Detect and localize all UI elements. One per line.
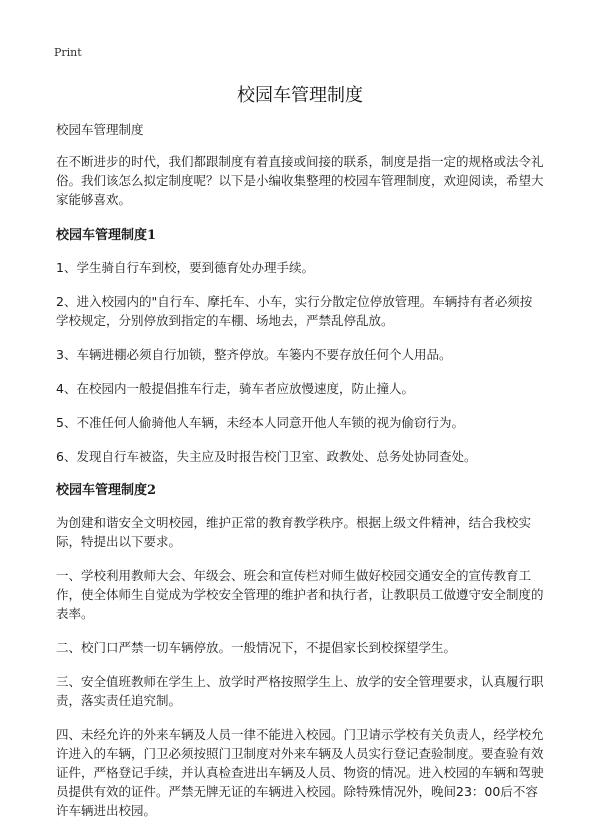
print-label: Print: [54, 46, 82, 59]
rule-item: 6、发现自行车被盗，失主应及时报告校门卫室、政教处、总务处协同查处。: [56, 449, 477, 464]
section-heading-2: 校园车管理制度2: [56, 483, 157, 498]
rule-paragraph: 三、安全值班教师在学生上、放学时严格按照学生上、放学的安全管理要求，认真履行职责，落实责任追究制。: [56, 674, 544, 708]
rule-item: 2、进入校园内的"自行车、摩托车、小车，实行分散定位停放管理。车辆持有者必须按学校规定，分别停放到指定的车棚、场地去，严禁乱停乱放。: [56, 294, 533, 328]
rule-item: 3、车辆进棚必须自行加锁，整齐停放。车篓内不要存放任何个人用品。: [56, 347, 452, 362]
rule-item: 4、在校园内一般提倡推车行走，骑车者应放慢速度，防止撞人。: [56, 381, 414, 396]
rule-paragraph: 一、学校利用教师大会、年级会、班会和宣传栏对师生做好校园交通安全的宣传教育工作，使全体师生自觉成为学校安全管理的维护者和执行者，让教职员工做遵守安全制度的表率。: [56, 568, 544, 621]
document-subtitle: 校园车管理制度: [56, 122, 144, 137]
page-title: 校园车管理制度: [237, 85, 363, 106]
document-body: [56, 120, 544, 835]
section-heading-1: 校园车管理制度1: [56, 228, 157, 243]
rule-paragraph: 为创建和谐安全文明校园，维护正常的教育教学秩序。根据上级文件精神，结合我校实际，特提出以下要求。: [56, 515, 532, 549]
rule-item: 1、学生骑自行车到校，要到德育处办理手续。: [56, 260, 314, 275]
rule-item: 5、不准任何人偷骑他人车辆，未经本人同意开他人车锁的视为偷窃行为。: [56, 415, 464, 430]
intro-paragraph: 在不断进步的时代，我们都跟制度有着直接或间接的联系，制度是指一定的规格或法令礼俗。我们该怎么拟定制度呢？以下是小编收集整理的校园车管理制度，欢迎阅读，希望大家能够喜欢。: [56, 154, 544, 207]
rule-paragraph: 二、校门口严禁一切车辆停放。一般情况下，不提倡家长到校探望学生。: [56, 640, 457, 655]
rule-paragraph: 四、未经允许的外来车辆及人员一律不能进入校园。门卫请示学校有关负责人，经学校允许进入的车辆，门卫必须按照门卫制度对外来车辆及人员实行登记查验制度。要查验有效证件，严格登记手续，并认真检查进出车辆及人员、物资的情况。进入校园的车辆和驾驶员提供有效的证件。严禁无牌无证的车辆进入校园。除特殊情况外，晚间23：00后不容许车辆进出校园。: [56, 727, 544, 818]
